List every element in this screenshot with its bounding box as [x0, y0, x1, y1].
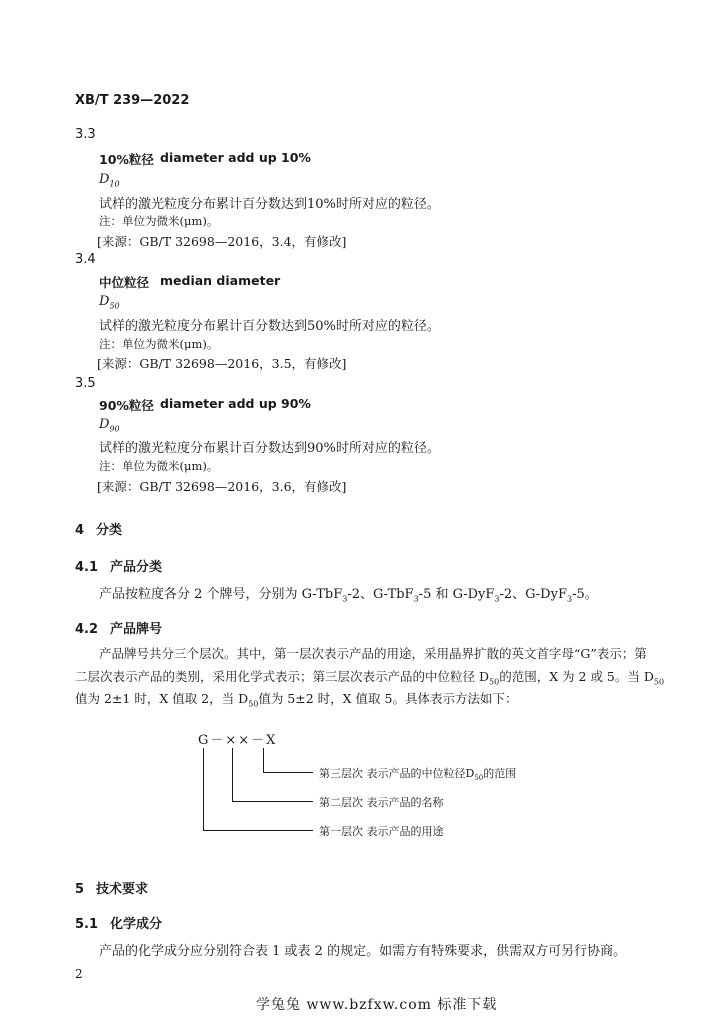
diagram-label-level-2: 第二层次 表示产品的名称 — [319, 796, 444, 809]
bracket-line — [263, 772, 313, 773]
subsection-heading: 4.2 产品牌号 — [75, 622, 163, 637]
designation-code: G－××－X — [198, 733, 278, 748]
term-chinese-name: 10%粒径 — [99, 152, 154, 167]
term-definition: 试样的激光粒度分布累计百分数达到50%时所对应的粒径。 — [99, 319, 440, 334]
term-source: [来源：GB/T 32698—2016，3.5，有修改] — [97, 356, 347, 371]
paragraph: 产品的化学成分应分别符合表 1 或表 2 的规定。如需方有特殊要求，供需双方可另行协商。 — [99, 944, 627, 959]
bracket-line — [203, 830, 313, 831]
term-english-name: diameter add up 10% — [160, 150, 311, 165]
term-symbol: $D_{10}$ — [99, 172, 120, 189]
bracket-line — [232, 801, 313, 802]
term-english-name: diameter add up 90% — [160, 396, 311, 411]
subsection-heading: 5.1 化学成分 — [75, 917, 163, 932]
term-number: 3.3 — [75, 127, 96, 142]
term-note: 注：单位为微米(μm)。 — [99, 337, 219, 351]
term-source: [来源：GB/T 32698—2016，3.6，有修改] — [97, 479, 347, 494]
paragraph: 产品按粒度各分 2 个牌号，分别为 G-TbF$_3$-2、G-TbF$_3$-5 和 G-DyF$_3$-2、G-DyF$_3$-5。 — [99, 587, 598, 604]
term-number: 3.5 — [75, 376, 96, 391]
paragraph-line: 二层次表示产品的类别，采用化学式表示；第三层次表示产品的中位粒径 $D_{50}$的范围，X 为 2 或 5。当 $D_{50}$ — [75, 669, 665, 687]
bracket-line — [203, 748, 204, 830]
term-english-name: median diameter — [160, 273, 281, 288]
subsection-heading: 4.1 产品分类 — [75, 560, 163, 575]
term-note: 注：单位为微米(μm)。 — [99, 459, 219, 473]
paragraph-line: 产品牌号共分三个层次。其中，第一层次表示产品的用途，采用晶界扩散的英文首字母“G”表示；第 — [99, 646, 647, 661]
footer-watermark-text: 学兔兔 www.bzfxw.com 标准下载 — [256, 997, 498, 1013]
term-note: 注：单位为微米(μm)。 — [99, 214, 219, 228]
term-number: 3.4 — [75, 252, 96, 267]
bracket-line — [263, 748, 264, 772]
term-symbol: $D_{90}$ — [99, 417, 120, 434]
term-chinese-name: 90%粒径 — [99, 398, 154, 413]
term-symbol: $D_{50}$ — [99, 294, 120, 311]
term-definition: 试样的激光粒度分布累计百分数达到10%时所对应的粒径。 — [99, 197, 440, 212]
diagram-label-level-3: 第三层次 表示产品的中位粒径$D_{50}$的范围 — [319, 767, 517, 783]
term-chinese-name: 中位粒径 — [99, 275, 150, 290]
standard-code: XB/T 239—2022 — [75, 93, 190, 108]
section-heading: 4 分类 — [75, 523, 123, 538]
section-heading: 5 技术要求 — [75, 882, 149, 897]
paragraph-line: 值为 2±1 时，X 值取 2，当 $D_{50}$值为 5±2 时，X 值取 5。具体表示方法如下： — [75, 691, 518, 709]
diagram-label-level-1: 第一层次 表示产品的用途 — [319, 825, 444, 838]
bracket-line — [232, 748, 233, 801]
term-definition: 试样的激光粒度分布累计百分数达到90%时所对应的粒径。 — [99, 441, 440, 456]
term-source: [来源：GB/T 32698—2016，3.4，有修改] — [97, 234, 347, 249]
page-number: 2 — [75, 967, 83, 981]
